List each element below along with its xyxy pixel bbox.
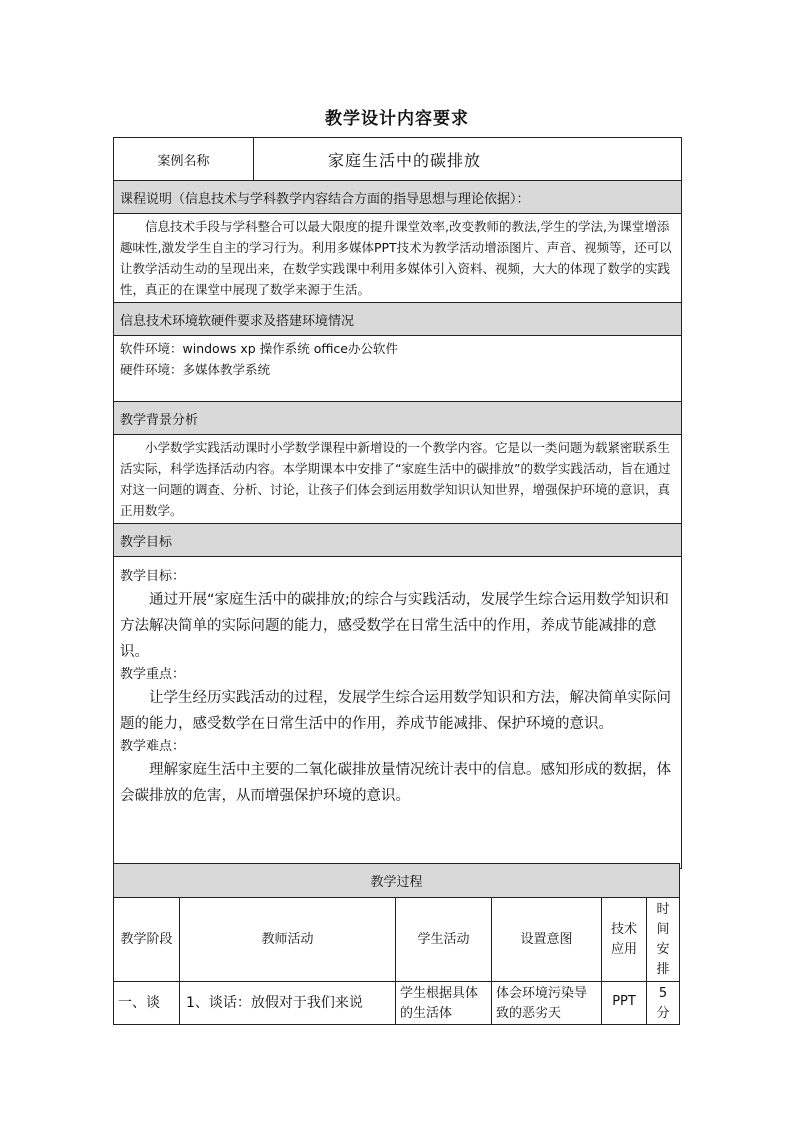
- col-time: 时间安排: [647, 898, 680, 982]
- row1-intent: 体会环境污染导致的恶劣天: [492, 982, 602, 1025]
- course-heading: 课程说明（信息技术与学科教学内容结合方面的指导思想与理论依据）：: [114, 181, 682, 214]
- col-tech: 技术应用: [602, 898, 647, 982]
- background-heading: 教学背景分析: [114, 402, 682, 435]
- goals-heading: 教学目标: [114, 524, 682, 557]
- col-stage: 教学阶段: [114, 898, 180, 982]
- hardware-env: 硬件环境：多媒体教学系统: [120, 362, 271, 377]
- design-table: [113, 137, 682, 869]
- difficulty-text: 理解家庭生活中主要的二氧化碳排放量情况统计表中的信息。感知形成的数据，体会碳排放的危害，从而增强保护环境的意识。: [120, 762, 671, 804]
- col-intent: 设置意图: [492, 898, 602, 982]
- case-name-value: 家庭生活中的碳排放: [254, 138, 682, 181]
- case-name-label: 案例名称: [114, 138, 254, 181]
- goal-text: 通过开展“家庭生活中的碳排放;的综合与实践活动，发展学生综合运用数学知识和方法解决简单的实际问题的能力，感受数学在日常生活中的作用，养成节能减排的意识。: [120, 592, 669, 660]
- course-body: 信息技术手段与学科整合可以最大限度的提升课堂效率,改变教师的教法,学生的学法,为课堂增添趣味性,激发学生自主的学习行为。利用多媒体PPT技术为教学活动增添图片、声音、视频等，还可以让教学活动生动的呈现出来，在数学实践课中利用多媒体引入资料、视频，大大的体现了数学的实践性，真正的在课堂中展现了数学来源于生活。: [114, 214, 682, 303]
- env-body: [114, 336, 682, 402]
- col-teacher: 教师活动: [180, 898, 396, 982]
- row1-teacher: 1、谈话：放假对于我们来说: [180, 982, 396, 1025]
- software-env: 软件环境：windows xp 操作系统 office办公软件: [120, 341, 398, 356]
- key-point-label: 教学重点：: [120, 667, 186, 682]
- row1-student: 学生根据具体的生活体: [396, 982, 492, 1025]
- row1-time: 5分: [647, 982, 680, 1025]
- row1-stage: 一、谈: [114, 982, 180, 1025]
- env-heading: 信息技术环境软硬件要求及搭建环境情况: [114, 303, 682, 336]
- col-student: 学生活动: [396, 898, 492, 982]
- row1-tech: PPT: [602, 982, 647, 1025]
- background-body: 小学数学实践活动课时小学数学课程中新增设的一个教学内容。它是以一类问题为载紧密联系生活实际，科学选择活动内容。本学期课本中安排了“家庭生活中的碳排放”的数学实践活动，旨在通过对这一问题的调查、分析、讨论，让孩子们体会到运用数学知识认知世界，增强保护环境的意识，真正用数学。: [114, 435, 682, 524]
- process-heading: 教学过程: [114, 864, 680, 898]
- process-table: [113, 863, 680, 1025]
- document-title: 教学设计内容要求: [325, 109, 469, 129]
- goals-body: [114, 557, 682, 869]
- goal-label: 教学目标：: [120, 569, 186, 584]
- key-point-text: 让学生经历实践活动的过程，发展学生综合运用数学知识和方法，解决简单实际问题的能力，感受数学在日常生活中的作用，养成节能减排、保护环境的意识。: [120, 690, 671, 732]
- difficulty-label: 教学难点：: [120, 739, 186, 754]
